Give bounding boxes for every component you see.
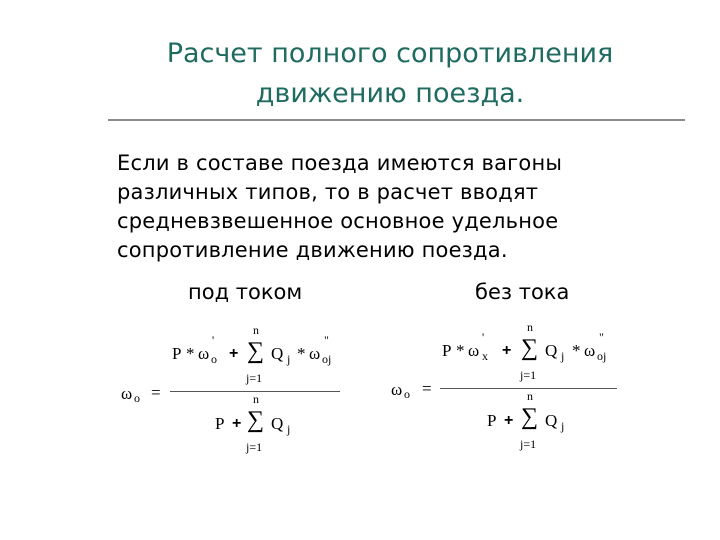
formula-left-lhs-sub: o <box>134 391 140 405</box>
page-title <box>110 34 670 114</box>
title-divider <box>108 119 685 121</box>
formula-left-plus: + <box>229 345 239 362</box>
formula-right-omega-2-sub: oj <box>597 349 607 363</box>
formula-left-lower-limit: j=1 <box>246 371 263 385</box>
formula-right-den-Q: Q <box>545 411 558 430</box>
formula-left-double-prime: " <box>324 333 329 347</box>
formula-left-equals: = <box>151 383 161 402</box>
formula-right-prime: ' <box>482 330 485 344</box>
formula-left-sum: ∑ <box>247 338 265 364</box>
formula-right-den-Q-sub: j <box>561 419 565 433</box>
formula-left-den-Q: Q <box>271 414 284 433</box>
formula-right-equals: = <box>422 379 432 398</box>
formula-left-den-upper-limit: n <box>253 392 259 406</box>
title-line-2: движению поезда. <box>255 78 525 109</box>
formula-right-omega: ω <box>468 341 480 360</box>
formula-left-lhs-omega: ω <box>121 384 133 403</box>
label-under-current: под током <box>188 280 303 304</box>
formula-left-prime: ' <box>212 333 215 347</box>
formula-left-P: P <box>172 344 182 363</box>
formula-left-den-plus: + <box>232 415 242 432</box>
formula-right-lhs-sub: o <box>404 387 410 401</box>
formula-left-den-P: P <box>215 414 225 433</box>
title-line-1: Расчет полного сопротивления <box>166 38 614 69</box>
formula-right-den-sum: ∑ <box>521 404 539 430</box>
formula-right-times: * <box>456 341 465 360</box>
formula-right-Q: Q <box>545 341 558 360</box>
formula-right-omega-sub: x <box>482 349 488 363</box>
formula-right-plus: + <box>502 342 512 359</box>
paragraph-line-2: различных типов, то в расчет вводят <box>117 180 539 204</box>
formula-left-den-lower-limit: j=1 <box>246 440 263 454</box>
formula-left-den-Q-sub: j <box>287 422 291 436</box>
paragraph-line-1: Если в составе поезда имеются вагоны <box>117 151 563 175</box>
formula-left-times: * <box>186 344 195 363</box>
formula-right-upper-limit: n <box>527 320 533 334</box>
formula-left-omega-2: ω <box>309 344 321 363</box>
label-no-current: без тока <box>475 280 570 304</box>
paragraph-line-4: сопротивление движению поезда. <box>117 238 508 262</box>
formula-left-Q-sub: j <box>287 352 291 366</box>
formula-right-den-plus: + <box>504 412 514 429</box>
formula-left-omega-sub: o <box>211 352 217 366</box>
formula-right-den-lower-limit: j=1 <box>520 437 537 451</box>
formula-right-sum: ∑ <box>521 335 539 361</box>
formula-right-den-upper-limit: n <box>527 389 533 403</box>
formula-right-double-prime: " <box>599 330 604 344</box>
formula-right-lhs-omega: ω <box>391 380 403 399</box>
formula-right-P: P <box>442 341 452 360</box>
formula-right-den-P: P <box>487 411 497 430</box>
formula-left-omega: ω <box>198 344 210 363</box>
formula-right-times-2: * <box>572 341 581 360</box>
formula-left-times-2: * <box>297 344 306 363</box>
formula-right-Q-sub: j <box>561 349 565 363</box>
formula-right-lower-limit: j=1 <box>520 368 537 382</box>
formula-left-Q: Q <box>271 344 284 363</box>
formula-left-den-sum: ∑ <box>247 407 265 433</box>
body-paragraph <box>117 149 677 265</box>
formula-left-omega-2-sub: oj <box>322 352 332 366</box>
paragraph-line-3: средневзвешенное основное удельное <box>117 209 559 233</box>
formula-left-upper-limit: n <box>253 323 259 337</box>
formula-right-omega-2: ω <box>584 341 596 360</box>
